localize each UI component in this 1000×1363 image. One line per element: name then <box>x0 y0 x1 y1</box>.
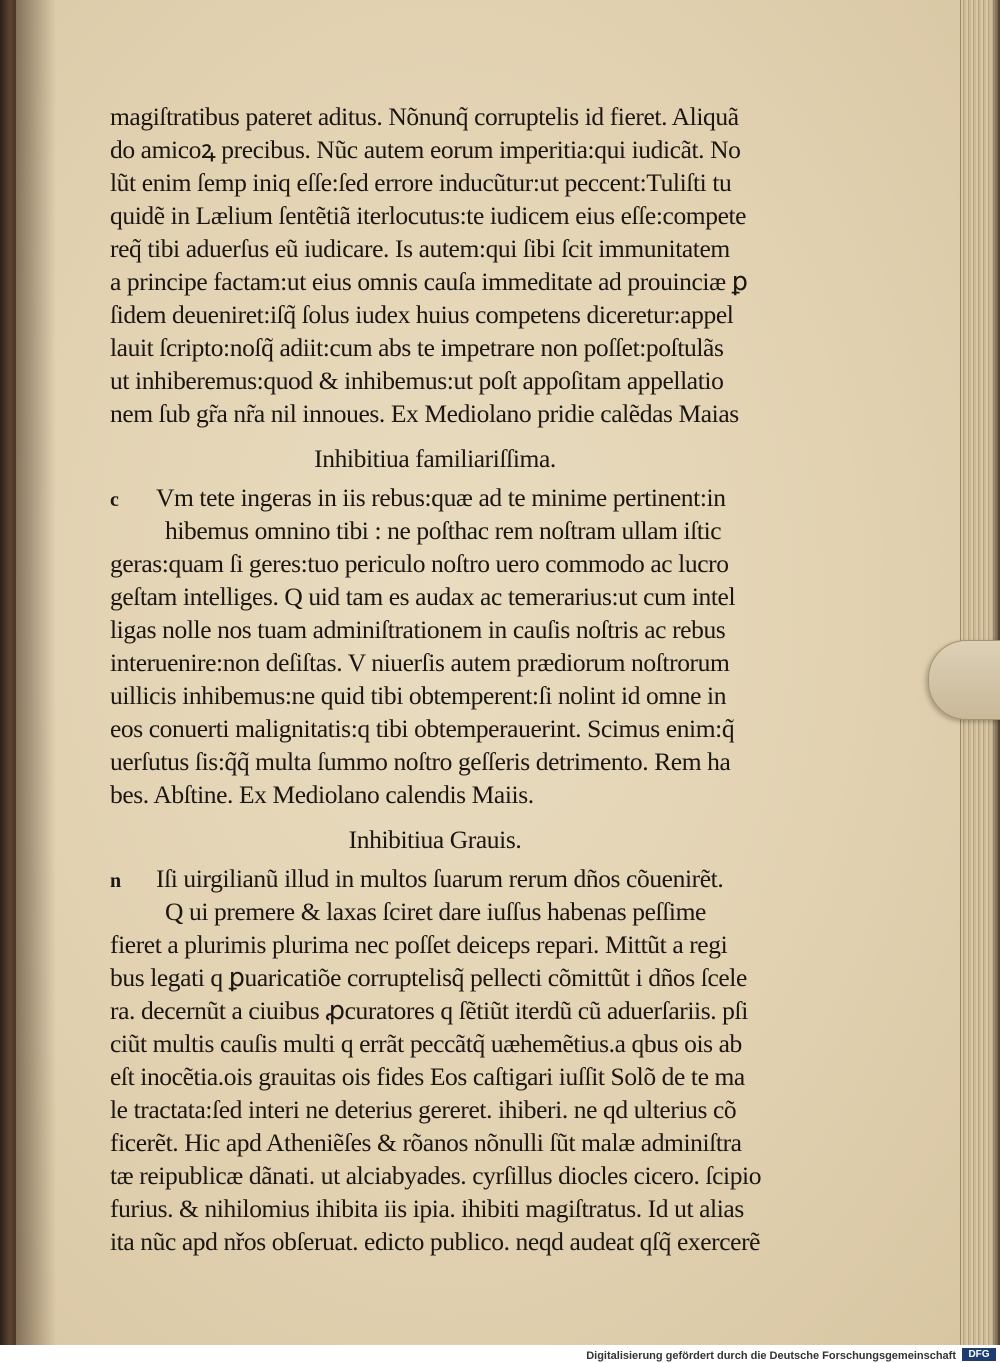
section-heading: Inhibitiua Grauis. <box>348 825 522 854</box>
text-line: bes. Abſtine. Ex Mediolano calendis Maiis. <box>110 780 534 809</box>
text-line: le tractata:ſed interi ne deterius gereret. ihiberi. ne qd ulterius cõ <box>110 1095 737 1124</box>
text-line <box>110 481 760 514</box>
text-block <box>110 100 760 1258</box>
text-line: eſt inocẽtia.ois grauitas ois fides Eos caſtigari iuſſit Solõ de te ma <box>110 1062 745 1091</box>
text-line: lauit ſcripto:noſq̃ adiit:cum abs te impetrare non poſſet:poſtulãs <box>110 333 724 362</box>
text-line: fieret a plurimis plurima nec poſſet deiceps repari. Mittũt a regi <box>110 930 728 959</box>
text-line: uillicis inhibemus:ne quid tibi obtemperent:ſi nolint id omne in <box>110 681 727 710</box>
dfg-logo: DFG <box>962 1348 996 1361</box>
text-line: eos conuerti malignitatis:q tibi obtemperauerint. Scimus enim:q̃ <box>110 714 735 743</box>
text-line: do amicoꝝ precibus. Nũc autem eorum imperitia:qui iudicãt. No <box>110 135 741 164</box>
text-line-content: Vm tete ingeras in iis rebus:quæ ad te minime pertinent:in <box>156 483 726 512</box>
text-line: quidẽ in Lælium ſentẽtiã iterlocutus:te iudicem eius eſſe:compete <box>110 201 747 230</box>
text-line: ficerẽt. Hic apd Atheniẽſes & rõanos nõnulli ſũt malæ adminiſtra <box>110 1128 742 1157</box>
text-line: nem ſub gr̃a nr̃a nil innoues. Ex Mediolano pridie calẽdas Maias <box>110 399 739 428</box>
text-line: geſtam intelliges. Q uid tam es audax ac temerarius:ut cum intel <box>110 582 736 611</box>
text-line: interuenire:non deſiſtas. V niuerſis autem prædiorum noſtrorum <box>110 648 730 677</box>
text-line: geras:quam ſi geres:tuo periculo noſtro uero commodo ac lucro <box>110 549 729 578</box>
text-line: Q ui premere & laxas ſciret dare iuſſus habenas peſſime <box>165 897 706 926</box>
text-line: furius. & nihilomius ihibita iis ipia. ihibiti magiſtratus. Id ut alias <box>110 1194 744 1223</box>
text-line: ligas nolle nos tuam adminiſtrationem in cauſis noſtris ac rebus <box>110 615 726 644</box>
section-heading: Inhibitiua familiariſſima. <box>314 444 556 473</box>
text-line: bus legati q ꝑuaricatiõe corruptelisq̃ pellecti cõmittũt i dños ſcele <box>110 963 747 992</box>
text-line: ra. decernũt a ciuibus ꝓcuratores q ſẽtiũt iterdũ cũ aduerſariis. pſi <box>110 996 748 1025</box>
page-tab-marker <box>928 640 1000 720</box>
text-line: magiſtratibus pateret aditus. Nõnunq̃ corruptelis id fieret. Aliquã <box>110 102 739 131</box>
text-line: lũt enim ſemp iniq eſſe:ſed errore inducũtur:ut peccent:Tuliſti tu <box>110 168 732 197</box>
text-line-content: Iſi uirgilianũ illud in multos ſuarum rerum dños cõuenirẽt. <box>156 864 724 893</box>
guide-letter: c <box>110 489 119 511</box>
text-line: ut inhiberemus:quod & inhibemus:ut poſt appoſitam appellatio <box>110 366 724 395</box>
funding-credit: Digitalisierung gefördert durch die Deutsche Forschungsgemeinschaft <box>586 1350 956 1362</box>
text-line: uerſutus ſis:q̃q̃ multa ſummo noſtro geſſeris detrimento. Rem ha <box>110 747 731 776</box>
text-line: hibemus omnino tibi : ne poſthac rem noſtram ullam iſtic <box>165 516 722 545</box>
guide-letter: n <box>110 870 121 892</box>
text-line: ciũt multis cauſis multi q errãt peccãtq̃ uæhemẽtius.a qbus ois ab <box>110 1029 742 1058</box>
text-line: a principe factam:ut eius omnis cauſa immeditate ad prouinciæ ꝑ <box>110 267 748 296</box>
text-line: req̃ tibi aduerſus eũ iudicare. Is autem:qui ſibi ſcit immunitatem <box>110 234 730 263</box>
text-line <box>110 862 760 895</box>
text-line: tæ reipublicæ dãnati. ut alciabyades. cyrſillus diocles cicero. ſcipio <box>110 1161 762 1190</box>
book-board-left <box>0 0 16 1345</box>
footer-bar <box>0 1345 1000 1363</box>
text-line: ita nũc apd nřos obſeruat. edicto publico. neqd audeat qſq̃ exercerẽ <box>110 1227 761 1256</box>
text-line: ſidem deueniret:iſq̃ ſolus iudex huius competens diceretur:appel <box>110 300 734 329</box>
